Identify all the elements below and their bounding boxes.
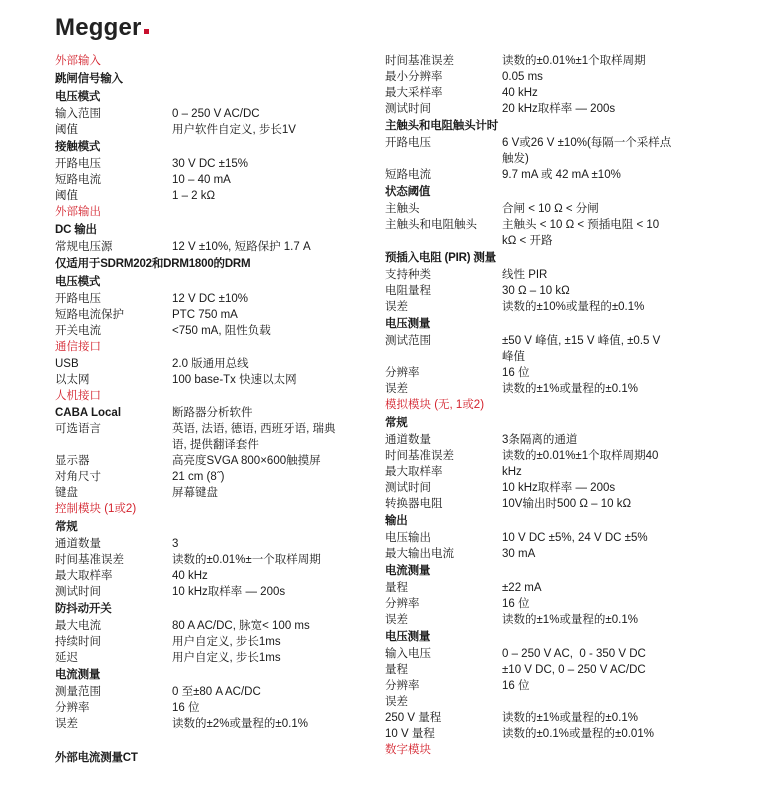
spec-label: 测试时间 bbox=[55, 586, 101, 598]
spec-row bbox=[55, 356, 375, 372]
spec-label: 测量范围 bbox=[55, 686, 101, 698]
spec-label: 转换器电阻 bbox=[385, 498, 443, 510]
spec-value bbox=[502, 694, 685, 710]
spec-row bbox=[55, 568, 375, 584]
spec-value: 12 V ±10%, 短路保护 1.7 A bbox=[172, 241, 311, 253]
spec-row bbox=[55, 536, 375, 552]
spec-label: 输入电压 bbox=[385, 648, 431, 660]
spec-row bbox=[385, 53, 685, 69]
spec-value: 30 mA bbox=[502, 548, 536, 560]
spec-value: 10 – 40 mA bbox=[172, 174, 231, 186]
spec-label: 常规电压源 bbox=[55, 241, 113, 253]
spec-value: PTC 750 mA bbox=[172, 309, 238, 321]
spec-label: 键盘 bbox=[55, 487, 78, 499]
spec-value: 屏幕键盘 bbox=[172, 487, 218, 499]
section-heading: 数字模块 bbox=[385, 744, 431, 756]
spec-value: 0 至±80 A AC/DC bbox=[172, 686, 261, 698]
spec-row bbox=[385, 678, 685, 694]
spec-row bbox=[385, 580, 685, 596]
spec-value: ±50 V 峰值, ±15 V 峰值, ±0.5 V 峰值 bbox=[502, 335, 661, 363]
spec-row bbox=[385, 167, 685, 183]
spec-row bbox=[385, 85, 685, 101]
spec-row bbox=[55, 700, 375, 716]
spec-row bbox=[55, 584, 375, 600]
spec-value: 0 – 250 V AC/DC bbox=[172, 108, 260, 120]
spec-label: 误差 bbox=[385, 301, 408, 313]
spec-label: 10 V 量程 bbox=[385, 728, 435, 740]
subsection-heading: 电压测量 bbox=[385, 318, 431, 330]
subsection-heading: 防抖动开关 bbox=[55, 603, 112, 615]
spec-value: ±10 V DC, 0 – 250 V AC/DC bbox=[502, 664, 646, 676]
spec-row bbox=[55, 469, 375, 485]
spec-label: 开路电压 bbox=[385, 137, 431, 149]
spec-label: 对角尺寸 bbox=[55, 471, 101, 483]
spec-label: 最大取样率 bbox=[385, 466, 443, 478]
spec-value: 用户自定义, 步长1ms bbox=[172, 636, 281, 648]
subsection-heading: 电流测量 bbox=[55, 669, 101, 681]
spec-row bbox=[385, 432, 685, 448]
spec-value: 30 Ω – 10 kΩ bbox=[502, 285, 570, 297]
section-heading: 外部输出 bbox=[55, 206, 101, 218]
spec-value: 0.05 ms bbox=[502, 71, 543, 83]
section-heading: 控制模块 (1或2) bbox=[55, 503, 137, 515]
spec-row bbox=[55, 650, 375, 666]
spec-label: 分辨率 bbox=[55, 702, 90, 714]
spec-label: 电压输出 bbox=[385, 532, 431, 544]
spec-label: USB bbox=[55, 358, 79, 370]
subsection-heading: 跳闸信号输入 bbox=[55, 73, 123, 85]
spec-value: 100 base-Tx 快速以太网 bbox=[172, 374, 297, 386]
spec-value: 40 kHz bbox=[502, 87, 538, 99]
subsection-heading: 输出 bbox=[385, 515, 408, 527]
spec-value: 21 cm (8˝) bbox=[172, 471, 225, 483]
section-heading: 通信接口 bbox=[55, 341, 101, 353]
spec-row bbox=[55, 156, 375, 172]
spec-value: 3 bbox=[172, 538, 179, 550]
spec-label: 延迟 bbox=[55, 652, 78, 664]
spec-row bbox=[55, 421, 375, 453]
spec-row bbox=[385, 662, 685, 678]
section-heading: 外部输入 bbox=[55, 55, 101, 67]
spec-label: 最大电流 bbox=[55, 620, 101, 632]
spec-label: 阈值 bbox=[55, 124, 78, 136]
section-heading: 人机接口 bbox=[55, 390, 101, 402]
spec-row bbox=[385, 530, 685, 546]
spec-label: 分辨率 bbox=[385, 367, 420, 379]
spec-row bbox=[385, 299, 685, 315]
spec-label: 测试范围 bbox=[385, 335, 431, 347]
spec-label: 最大取样率 bbox=[55, 570, 113, 582]
spec-value: 用户软件自定义, 步长1V bbox=[172, 124, 296, 136]
spec-value: 16 位 bbox=[502, 598, 530, 610]
spec-row bbox=[385, 267, 685, 283]
subsection-heading: 状态阈值 bbox=[385, 186, 431, 198]
spec-label: CABA Local bbox=[55, 407, 122, 419]
spec-value: <750 mA, 阻性负载 bbox=[172, 325, 271, 337]
spec-row bbox=[385, 101, 685, 117]
spec-row bbox=[55, 122, 375, 138]
spec-row bbox=[385, 694, 685, 710]
spec-value: 20 kHz取样率 — 200s bbox=[502, 103, 616, 115]
spec-value: 10 kHz取样率 — 200s bbox=[172, 586, 286, 598]
spec-row bbox=[385, 333, 685, 365]
spec-row bbox=[385, 69, 685, 85]
spec-row bbox=[55, 716, 375, 732]
spec-label: 短路电流 bbox=[385, 169, 431, 181]
spec-row bbox=[385, 283, 685, 299]
subsection-heading: 电压测量 bbox=[385, 631, 431, 643]
subsection-heading: 电压模式 bbox=[55, 91, 101, 103]
subsection-heading: 仅适用于SDRM202和DRM1800的DRM bbox=[55, 258, 251, 270]
subsection-heading: 常规 bbox=[385, 417, 408, 429]
spec-row bbox=[55, 552, 375, 568]
spec-label: 可选语言 bbox=[55, 423, 101, 435]
spec-label: 显示器 bbox=[55, 455, 90, 467]
spec-label: 最大采样率 bbox=[385, 87, 443, 99]
spec-value: kHz bbox=[502, 466, 522, 478]
spec-label: 分辨率 bbox=[385, 598, 420, 610]
spec-value: 英语, 法语, 德语, 西班牙语, 瑞典 语, 提供翻译套件 bbox=[172, 423, 336, 451]
spec-label: 通道数量 bbox=[55, 538, 101, 550]
spec-value: 线性 PIR bbox=[502, 269, 548, 281]
spec-label: 误差 bbox=[55, 718, 78, 730]
spec-row bbox=[385, 496, 685, 512]
spec-value: 读数的±10%或量程的±0.1% bbox=[502, 301, 645, 313]
spec-row bbox=[55, 405, 375, 421]
spec-value: 16 位 bbox=[502, 680, 530, 692]
spec-label: 短路电流保护 bbox=[55, 309, 124, 321]
spec-row bbox=[385, 546, 685, 562]
spec-value: 读数的±0.01%±1个取样周期40 bbox=[502, 450, 659, 462]
spec-label: 阈值 bbox=[55, 190, 78, 202]
spec-label: 测试时间 bbox=[385, 482, 431, 494]
subsection-heading: 电流测量 bbox=[385, 565, 431, 577]
spec-row bbox=[385, 646, 685, 662]
spec-row bbox=[55, 172, 375, 188]
spec-row bbox=[55, 453, 375, 469]
spec-label: 误差 bbox=[385, 383, 408, 395]
spec-value: 断路器分析软件 bbox=[172, 407, 253, 419]
spec-row bbox=[385, 217, 685, 249]
spec-row bbox=[55, 239, 375, 255]
spec-label: 误差 bbox=[385, 696, 408, 708]
spec-value: 读数的±1%或量程的±0.1% bbox=[502, 383, 638, 395]
spec-label: 开关电流 bbox=[55, 325, 101, 337]
spec-value: 10 V DC ±5%, 24 V DC ±5% bbox=[502, 532, 648, 544]
spec-value: 0 – 250 V AC, 0 - 350 V DC bbox=[502, 648, 646, 660]
spec-label: 以太网 bbox=[55, 374, 90, 386]
spec-row bbox=[55, 188, 375, 204]
spec-row bbox=[385, 612, 685, 628]
spec-label: 最小分辨率 bbox=[385, 71, 443, 83]
spec-row bbox=[55, 291, 375, 307]
spec-label: 量程 bbox=[385, 664, 408, 676]
spec-row bbox=[55, 106, 375, 122]
spec-label: 250 V 量程 bbox=[385, 712, 442, 724]
spec-value: 读数的±0.01%±1个取样周期 bbox=[502, 55, 646, 67]
spec-value: 用户自定义, 步长1ms bbox=[172, 652, 281, 664]
spec-label: 量程 bbox=[385, 582, 408, 594]
spec-label: 最大输出电流 bbox=[385, 548, 454, 560]
spec-value: 6 V或26 V ±10%(每隔一个采样点 触发) bbox=[502, 137, 672, 165]
spec-value: 高亮度SVGA 800×600触摸屏 bbox=[172, 455, 321, 467]
spec-row bbox=[385, 710, 685, 726]
spec-value: 30 V DC ±15% bbox=[172, 158, 248, 170]
spec-value: 12 V DC ±10% bbox=[172, 293, 248, 305]
spec-value: 16 位 bbox=[502, 367, 530, 379]
spec-label: 短路电流 bbox=[55, 174, 101, 186]
spec-row bbox=[55, 323, 375, 339]
spec-row bbox=[55, 307, 375, 323]
spec-value: 10V输出时500 Ω – 10 kΩ bbox=[502, 498, 632, 510]
spec-label: 测试时间 bbox=[385, 103, 431, 115]
spec-value: ±22 mA bbox=[502, 582, 542, 594]
spec-row bbox=[385, 135, 685, 167]
spec-column-right bbox=[385, 53, 685, 759]
spec-label: 输入范围 bbox=[55, 108, 101, 120]
spec-label: 电阻量程 bbox=[385, 285, 431, 297]
subsection-heading: DC 输出 bbox=[55, 224, 97, 236]
spec-value: 10 kHz取样率 — 200s bbox=[502, 482, 616, 494]
spec-column-left bbox=[55, 53, 375, 767]
spec-row bbox=[55, 618, 375, 634]
spec-value: 读数的±0.01%±一个取样周期 bbox=[172, 554, 321, 566]
spec-row bbox=[385, 480, 685, 496]
spec-value: 读数的±1%或量程的±0.1% bbox=[502, 614, 638, 626]
section-heading: 模拟模块 (无, 1或2) bbox=[385, 399, 485, 411]
spec-row bbox=[55, 684, 375, 700]
spec-label: 开路电压 bbox=[55, 293, 101, 305]
subsection-heading: 主触头和电阻触头计时 bbox=[385, 120, 498, 132]
megger-logo: Megger bbox=[55, 14, 149, 42]
spec-label: 时间基准误差 bbox=[385, 450, 454, 462]
spec-label: 时间基准误差 bbox=[385, 55, 454, 67]
spec-value: 读数的±1%或量程的±0.1% bbox=[502, 712, 638, 724]
spec-value: 合闸 < 10 Ω < 分闸 bbox=[502, 203, 599, 215]
subsection-heading: 电压模式 bbox=[55, 276, 101, 288]
spec-value: 3条隔离的通道 bbox=[502, 434, 578, 446]
spec-value: 16 位 bbox=[172, 702, 200, 714]
spacer bbox=[55, 732, 375, 749]
spec-row bbox=[55, 372, 375, 388]
subsection-heading: 预插入电阻 (PIR) 测量 bbox=[385, 252, 496, 264]
spec-label: 分辨率 bbox=[385, 680, 420, 692]
spec-label: 通道数量 bbox=[385, 434, 431, 446]
spec-value: 读数的±0.1%或量程的±0.01% bbox=[502, 728, 654, 740]
spec-label: 开路电压 bbox=[55, 158, 101, 170]
spec-label: 主触头和电阻触头 bbox=[385, 219, 477, 231]
spec-row bbox=[385, 448, 685, 464]
spec-row bbox=[385, 464, 685, 480]
subsection-heading: 接触模式 bbox=[55, 141, 101, 153]
spec-row bbox=[55, 634, 375, 650]
spec-row bbox=[385, 596, 685, 612]
spec-label: 时间基准误差 bbox=[55, 554, 124, 566]
spec-row bbox=[385, 726, 685, 742]
spec-value: 1 – 2 kΩ bbox=[172, 190, 216, 202]
spec-row bbox=[385, 365, 685, 381]
spec-label: 持续时间 bbox=[55, 636, 101, 648]
spec-label: 误差 bbox=[385, 614, 408, 626]
spec-value: 40 kHz bbox=[172, 570, 208, 582]
spec-row bbox=[55, 485, 375, 501]
spec-label: 主触头 bbox=[385, 203, 420, 215]
spec-value: 80 A AC/DC, 脉宽< 100 ms bbox=[172, 620, 310, 632]
subsection-heading: 外部电流测量CT bbox=[55, 752, 138, 764]
spec-row bbox=[385, 381, 685, 397]
spec-row bbox=[385, 201, 685, 217]
spec-value: 9.7 mA 或 42 mA ±10% bbox=[502, 169, 621, 181]
spec-label: 支持种类 bbox=[385, 269, 431, 281]
spec-value: 读数的±2%或量程的±0.1% bbox=[172, 718, 308, 730]
spec-value: 主触头 < 10 Ω < 预插电阻 < 10 kΩ < 开路 bbox=[502, 219, 660, 247]
spec-value: 2.0 版通用总线 bbox=[172, 358, 249, 370]
subsection-heading: 常规 bbox=[55, 521, 78, 533]
